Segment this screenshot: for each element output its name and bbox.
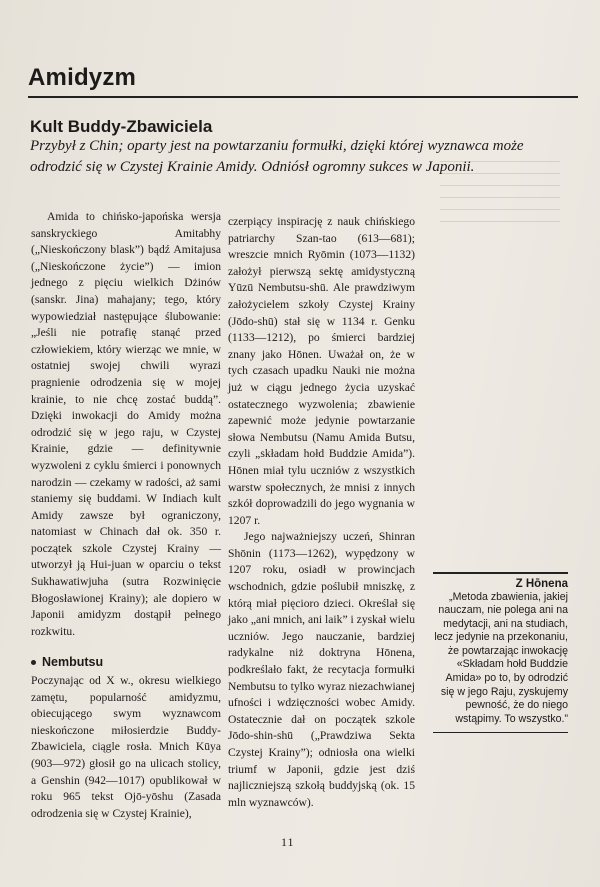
text-column-middle xyxy=(228,214,415,811)
paragraph: czerpiący inspirację z nauk chińskiego patriarchy Szan-tao (613—681); wreszcie mnich Ryōmin (1073—1132) założył pierwszą sektę amidystyczną Yūzū Nembutsu-shū. Ale prawdziwym założycielem szkoły Czystej Krainy (Jōdo-shū) stał się w 1134 r. Genku (1133—1212), po śmierci bardziej znany jako Hōnen. Uważał on, że w tych czasach upadku Nauki nie można już w ciągu jednego życia uzyskać ostatecznego wyzwolenia; zbawienie zapewnić może jedynie powtarzanie słowa Nembutsu (Namu Amida Butsu, czyli „składam hołd Buddzie Amida”). Hōnen miał tylu uczniów z wszystkich warstw społecznych, że mnisi z innych szkół doprowadzili do jego wygnania w 1207 r. xyxy=(228,215,415,527)
paragraph: Poczynając od X w., okresu wielkiego zamętu, popularność amidyzmu, obiecującego swym wyznawcom nieskończone miłosierdzie Buddy-Zbawiciela, ciągle rosła. Mnich Kūya (903—972) głosił go na ulicach stolicy, a Genshin (942—1017) opublikował w roku 965 tekst Ojō-yōshu (Zasada odrodzenia się w Czystej Krainie), xyxy=(31,674,221,820)
quote-bottom-rule xyxy=(433,732,568,733)
paragraph: Jego najważniejszy uczeń, Shinran Shōnin (1173—1262), wypędzony w 1207 roku, osiadł w prowincjach wschodnich, gdzie poślubił mniszkę, z którą miał pięcioro dzieci. Określał się jako „ani mnich, ani laik” i zyskał wielu uczniów. Jego nauczanie, bardziej radykalne niż doktryna Hōnena, podkreślało fakt, że recytacja formułki Nembutsu to tylko wyraz niezachwianej ufności i wdzięczności wobec Amidy. Ostatecznie dał on początek szkole Jōdo-shin-shū („Prawdziwa Sekta Czystej Krainy”); odniosła ona wielki triumf w Japonii, gdzie jest dziś najliczniejszą szkołą buddyjską (ok. 15 mln wyznawców). xyxy=(228,530,415,809)
text-column-left xyxy=(31,209,221,822)
quote-text: „Metoda zbawienia, jakiej nauczam, nie polega ani na medytacji, ani na studiach, lecz jedynie na przekonaniu, że powtarzając inwokację «Składam hołd Buddzie Amida» po to, by odrodzić się w jego Raju, zyskujemy pewność, że do niego wstąpimy. To wszystko.” xyxy=(434,590,568,725)
paragraph xyxy=(31,209,221,640)
section-lead: Przybył z Chin; oparty jest na powtarzaniu formułki, dzięki której wyznawca może odrodzić się w Czystej Krainie Amidy. Odniósł ogromny sukces w Japonii. xyxy=(30,138,524,175)
subheading-text: Nembutsu xyxy=(42,655,104,670)
section-title: Kult Buddy-Zbawiciela xyxy=(30,117,213,136)
paragraph-text: Amida to chińsko-japońska wersja sanskryckiego Amitabhy („Nieskończony blask”) bądź Amitajusa („Nieskończone życie”) — imion jednego z pięciu wielkich Dżinów (sanskr. Jina) mahajany; tego, który wypowiedział następujące ślubowanie: „Jeśli nie potrafię stanąć przed człowiekiem, który wierząc we mnie, w ostatniej swojej chwili wyrazi pragnienie odrodzenia się w mojej krainie, to nie chcę zostać buddą”. Dzięki inwokacji do Amidy można odrodzić się w jego raju, w Czystej Krainie, gdzie — definitywnie wyzwoleni z cyklu śmierci i ponownych narodzin — czekamy w radości, aż sami staniemy się buddami. W Indiach kult Amidy zawsze był ograniczony, natomiast w Chinach dał ok. 350 r. początek szkole Czystej Krainy — utworzył ją Hui-juan w oparciu o tekst Sukhawatiwjuha (sutra Rozwinięcie Błogosławionej Krainy); ale dopiero w Japonii amidyzm dostąpił pełnego rozkwitu. xyxy=(31,210,221,638)
title-rule xyxy=(28,96,578,98)
subheading-nembutsu xyxy=(31,654,221,671)
bullet-icon xyxy=(31,660,36,665)
chapter-title: Amidyzm xyxy=(28,64,137,91)
sidebar-quote xyxy=(433,572,568,733)
page-number: 11 xyxy=(281,835,295,849)
quote-top-rule xyxy=(433,572,568,574)
quote-title: Z Hōnena xyxy=(515,577,568,590)
